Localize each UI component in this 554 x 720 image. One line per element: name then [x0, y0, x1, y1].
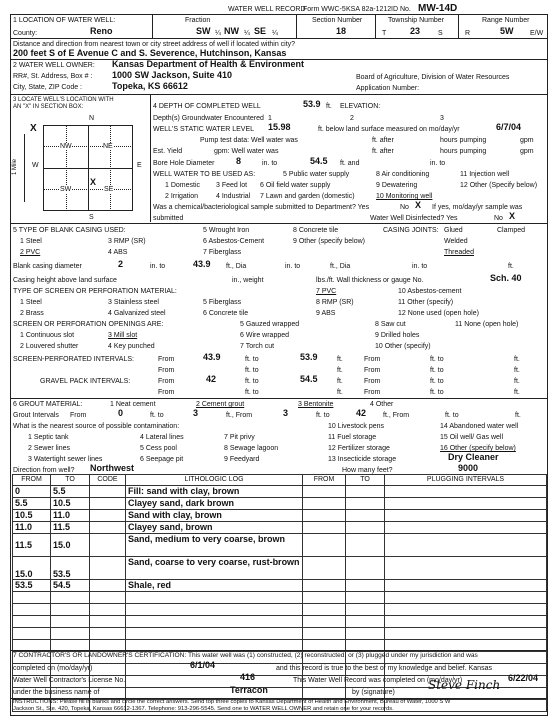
- gpi-from-value: 42: [206, 374, 217, 384]
- contam-5: 5 Cess pool: [140, 445, 177, 452]
- casing-9: 9 Other (specify below): [293, 238, 365, 245]
- screen-material-label: TYPE OF SCREEN OR PERFORATION MATERIAL:: [13, 288, 177, 295]
- joints-welded: Welded: [444, 238, 468, 245]
- spi-ft-3: ft.: [337, 367, 343, 374]
- direction-label: Direction from well?: [13, 467, 75, 474]
- depth-ft: ft.: [326, 103, 332, 110]
- spi-ft: ft.: [337, 356, 343, 363]
- casing-5: 5 Wrought Iron: [203, 227, 250, 234]
- address-value: 1000 SW Jackson, Suite 410: [112, 70, 233, 80]
- quad-se: SE: [104, 186, 114, 193]
- section-label: Section Number: [312, 17, 363, 24]
- screen-7: 7 PVC: [316, 288, 337, 295]
- bore-in-to: in. to: [262, 160, 278, 167]
- quad-sw: SW: [60, 186, 72, 193]
- log-desc: Sand, medium to very coarse, brown: [126, 534, 303, 557]
- diameter-in-to-3: in. to: [412, 263, 428, 270]
- screen-1: 1 Steel: [20, 299, 42, 306]
- screen-12: 12 None used (open hole): [398, 310, 479, 317]
- contam-16: 16 Other (specify below): [440, 445, 516, 452]
- casing-4: 4 ABS: [108, 249, 128, 256]
- log-desc: Sand with clay, brown: [126, 510, 303, 522]
- pump-label: Pump test data: Well water was: [200, 137, 298, 144]
- log-to: 11.5: [51, 522, 90, 534]
- screen-9: 9 ABS: [316, 310, 336, 317]
- log-from: 53.5: [13, 580, 51, 592]
- s2-label: 2 WATER WELL OWNER:: [13, 62, 95, 69]
- record-date: 6/22/04: [508, 673, 539, 683]
- fraction-1: SW: [196, 26, 211, 36]
- bore-label: Bore Hole Diameter: [153, 160, 215, 167]
- record-label: This Water Well Record was completed on (mo/day/yr): [293, 677, 463, 684]
- quad-nw: NW: [60, 143, 72, 150]
- range-value: 5W: [500, 26, 514, 36]
- county-label: County:: [13, 30, 38, 37]
- yield-hours: hours pumping: [440, 148, 487, 155]
- log-header-code: CODE: [90, 475, 126, 486]
- gpi-ft: ft.: [337, 378, 343, 385]
- grout-intervals-label: Grout Intervals: [13, 412, 59, 419]
- opening-8: 8 Saw cut: [375, 321, 406, 328]
- grout-ft-from: ft., From: [226, 412, 253, 419]
- s3-label-2: AN "X" IN SECTION BOX:: [13, 104, 84, 110]
- signature-label: by (signature): [352, 689, 395, 696]
- bore-ft-and: ft. and: [340, 160, 360, 167]
- township-value: 23: [410, 26, 421, 36]
- log-desc: Fill: sand with clay, brown: [126, 486, 303, 498]
- log-from: 15.0: [13, 557, 51, 580]
- form-title: WATER WELL RECORD: [228, 6, 306, 13]
- spi-from-value: 43.9: [203, 352, 221, 362]
- joints-label: CASING JOINTS:: [383, 227, 439, 234]
- grout-ft-to-3: ft. to: [445, 412, 459, 419]
- contam-13: 13 Insecticide storage: [328, 456, 397, 463]
- table-row: [13, 534, 547, 557]
- fraction-label: Fraction: [185, 17, 211, 24]
- gpi-to-value: 54.5: [300, 374, 318, 384]
- log-from: 5.5: [13, 498, 51, 510]
- gpi-from-label: From: [158, 378, 175, 385]
- log-from: 11.0: [13, 522, 51, 534]
- grout-ft-from-2: ft., From: [383, 412, 410, 419]
- instructions-1: INSTRUCTIONS: Please fill in blanks and circle the correct answers. Send top three copies to Kansas Department of Health and Environment, Bureau of Water, 1000 S W: [13, 699, 451, 705]
- contam-6: 6 Seepage pit: [140, 456, 184, 463]
- use-6: 6 Oil field water supply: [260, 182, 331, 189]
- log-desc: Shale, red: [126, 580, 303, 592]
- log-to: 11.0: [51, 510, 90, 522]
- bore-in-to-2: in. to: [430, 160, 446, 167]
- use-label: WELL WATER TO BE USED AS:: [153, 171, 256, 178]
- grout-2: 2 Cement grout: [196, 401, 245, 408]
- grout-label: 6 GROUT MATERIAL:: [13, 401, 83, 408]
- section-value: 18: [336, 26, 347, 36]
- screen-4: 4 Galvanized steel: [108, 310, 166, 317]
- ksa-ref: KSA 82a-1212: [346, 6, 392, 13]
- gpi-ft-to-4: ft. to: [430, 389, 444, 396]
- gpi-ft-4: ft.: [514, 389, 520, 396]
- log-header-plug-from: FROM: [303, 475, 346, 486]
- diameter-to-value: 43.9: [193, 259, 211, 269]
- use-1: 1 Domestic: [165, 182, 201, 189]
- quad-ne: NE: [103, 143, 113, 150]
- opening-10: 10 Other (specify): [375, 343, 431, 350]
- table-row-empty: [13, 616, 547, 628]
- table-row: [13, 580, 547, 592]
- chem-no: No: [400, 204, 409, 211]
- log-header-lithologic: LITHOLOGIC LOG: [126, 475, 303, 486]
- gpi-ft-to-3: ft. to: [245, 389, 259, 396]
- s3-label-1: 3 LOCATE WELL'S LOCATION WITH: [13, 97, 114, 103]
- grout-4: 4 Other: [370, 401, 394, 408]
- gw-3: 3: [440, 115, 444, 122]
- grout-from-label: From: [70, 412, 87, 419]
- city-label: City, State, ZIP Code :: [13, 84, 82, 91]
- table-row: [13, 486, 547, 498]
- contam-other-value: Dry Cleaner: [448, 452, 499, 462]
- use-4: 4 Industrial: [216, 193, 251, 200]
- log-header-to: TO: [51, 475, 90, 486]
- disinfected-label: Water Well Disinfected? Yes: [370, 215, 458, 222]
- gpi-from-2: From: [364, 378, 381, 385]
- log-to: 5.5: [51, 486, 90, 498]
- diameter-ft-dia-2: ft., Dia: [330, 263, 351, 270]
- cert-line-2: and this record is true to the best of my knowledge and belief. Kansas: [276, 665, 492, 672]
- diameter-in-to-2: in. to: [285, 263, 301, 270]
- table-row: [13, 522, 547, 534]
- contam-3: 3 Watertight sewer lines: [28, 456, 103, 463]
- compass-s: S: [89, 214, 94, 221]
- table-row: [13, 557, 547, 580]
- contam-8: 8 Sewage lagoon: [224, 445, 279, 452]
- contam-10: 10 Livestock pens: [328, 423, 385, 430]
- bore-to-value: 54.5: [310, 156, 328, 166]
- spi-from-4: From: [364, 367, 381, 374]
- instructions-2: Jackson St., Ste. 420, Topeka, Kansas 66612-1367. Telephone: 913-296-5545. Send one to WATER WELL OWNER and retain one for your records.: [13, 706, 394, 712]
- diameter-in-to: in. to: [150, 263, 166, 270]
- diameter-label: Blank casing diameter: [13, 263, 82, 270]
- spi-label: SCREEN-PERFORATED INTERVALS:: [13, 356, 134, 363]
- joints-glued: Glued: [444, 227, 463, 234]
- diameter-value: 2: [118, 259, 124, 269]
- screen-6: 6 Concrete tile: [203, 310, 249, 317]
- log-header-plug-to: TO: [346, 475, 385, 486]
- log-header-from: FROM: [13, 475, 51, 486]
- quarter-2: ¼: [244, 30, 250, 37]
- yield-gpm: gpm: Well water was: [214, 148, 279, 155]
- casing-2: 2 PVC: [20, 249, 41, 256]
- opening-9: 9 Drilled holes: [375, 332, 420, 339]
- spi-ft-4: ft.: [514, 367, 520, 374]
- diameter-ft-dia: ft., Dia: [226, 263, 247, 270]
- disinfected-x: X: [509, 211, 516, 221]
- gw-2: 2: [350, 115, 354, 122]
- pump-hours: hours pumping: [440, 137, 487, 144]
- completed-label: completed on (mo/day/yr): [13, 665, 93, 672]
- casing-1: 1 Steel: [20, 238, 42, 245]
- contam-2: 2 Sewer lines: [28, 445, 71, 452]
- spi-ft-to-4: ft. to: [430, 367, 444, 374]
- openings-label: SCREEN OR PERFORATION OPENINGS ARE:: [13, 321, 164, 328]
- log-desc: Sand, coarse to very coarse, rust-brown: [126, 557, 303, 580]
- quarter-3: ¼: [272, 30, 278, 37]
- spi-from-2: From: [364, 356, 381, 363]
- range-label: Range Number: [482, 17, 530, 24]
- mile-label: 1 Mile: [12, 158, 18, 175]
- cert-line-1: 7 CONTRACTOR'S OR LANDOWNER'S CERTIFICATION: This water well was (1) constructed, (2) reconstructed, or (3) plugged under my jurisdiction and was: [13, 652, 478, 659]
- static-date: 6/7/04: [496, 122, 522, 132]
- application-label: Application Number:: [356, 85, 420, 92]
- gw-1: 1: [268, 115, 272, 122]
- grout-to-2-value: 42: [356, 408, 367, 418]
- log-header-row: [13, 475, 547, 486]
- use-12: 12 Other (Specify below): [460, 182, 538, 189]
- opening-4: 4 Key punched: [108, 343, 155, 350]
- opening-7: 7 Torch cut: [240, 343, 275, 350]
- use-9: 9 Dewatering: [376, 182, 418, 189]
- contam-15: 15 Oil well/ Gas well: [440, 434, 504, 441]
- log-header-plugging: PLUGGING INTERVALS: [385, 475, 547, 486]
- address-label: RR#, St. Address, Box # :: [13, 73, 93, 80]
- log-to: 10.5: [51, 498, 90, 510]
- opening-1: 1 Continuous slot: [20, 332, 75, 339]
- use-3: 3 Feed lot: [216, 182, 248, 189]
- screen-3: 3 Stainless steel: [108, 299, 159, 306]
- wall-label: lbs./ft. Wall thickness or gauge No.: [316, 277, 424, 284]
- grout-1: 1 Neat cement: [110, 401, 156, 408]
- use-7: 7 Lawn and garden (domestic): [260, 193, 355, 200]
- gpi-ft-to-2: ft. to: [430, 378, 444, 385]
- screen-8: 8 RMP (SR): [316, 299, 354, 306]
- opening-5: 5 Gauzed wrapped: [240, 321, 300, 328]
- bore-value: 8: [236, 156, 242, 166]
- township-label: Township Number: [388, 17, 445, 24]
- township-prefix: T: [382, 30, 387, 37]
- spi-from-label: From: [158, 356, 175, 363]
- log-from: 11.5: [13, 534, 51, 557]
- grout-ft-to-2: ft. to: [316, 412, 330, 419]
- pump-gpm: gpm: [520, 137, 534, 144]
- chem-label: Was a chemical/bacteriological sample submitted to Department? Yes: [153, 204, 370, 211]
- log-desc: Clayey sand, dark brown: [126, 498, 303, 510]
- screen-10: 10 Asbestos-cement: [398, 288, 462, 295]
- yield-gpm-2: gpm: [520, 148, 534, 155]
- board-label: Board of Agriculture, Division of Water Resources: [356, 74, 510, 81]
- opening-11: 11 None (open hole): [455, 321, 519, 328]
- log-desc: Clayey sand, brown: [126, 522, 303, 534]
- license-value: 416: [240, 672, 256, 682]
- screen-5: 5 Fiberglass: [203, 299, 242, 306]
- distance-label: Distance and direction from nearest town or city street address of well if located within city?: [13, 41, 296, 48]
- grout-from-2-value: 3: [283, 408, 289, 418]
- signature: Steve Finch: [428, 678, 501, 692]
- disinfected-no: No: [494, 215, 503, 222]
- table-row: [13, 498, 547, 510]
- depth-label: 4 DEPTH OF COMPLETED WELL: [153, 103, 261, 110]
- grout-ft-to: ft. to: [150, 412, 164, 419]
- gpi-label: GRAVEL PACK INTERVALS:: [40, 378, 131, 385]
- contam-1: 1 Septic tank: [28, 434, 69, 441]
- business-label: under the business name of: [13, 689, 100, 696]
- use-8: 8 Air conditioning: [376, 171, 430, 178]
- submitted-label: submitted: [153, 215, 184, 222]
- license-label: Water Well Contractor's License No.: [13, 677, 126, 684]
- use-5: 5 Public water supply: [283, 171, 350, 178]
- id-value: MW-14D: [418, 3, 458, 14]
- distance-value: 200 feet S of E Avenue C and S. Severence, Hutchinson, Kansas: [13, 48, 287, 58]
- opening-2: 2 Louvered shutter: [20, 343, 79, 350]
- spi-ft-to: ft. to: [245, 356, 259, 363]
- fraction-2: NW: [224, 26, 239, 36]
- howmany-value: 9000: [458, 463, 479, 473]
- height-weight: in., weight: [232, 277, 264, 284]
- depth-value: 53.9: [303, 99, 321, 109]
- static-label: WELL'S STATIC WATER LEVEL: [153, 126, 255, 133]
- spi-from-3: From: [158, 367, 175, 374]
- range-ew: E/W: [530, 30, 544, 37]
- contam-12: 12 Fertilizer storage: [328, 445, 390, 452]
- chem-tail: If yes, mo/day/yr sample was: [432, 204, 523, 211]
- elevation-label: ELEVATION:: [340, 103, 381, 110]
- static-tail: ft. below land surface measured on mo/day/yr: [318, 126, 460, 133]
- pump-ft-after: ft. after: [372, 137, 394, 144]
- chem-no-x: X: [415, 200, 422, 210]
- joints-clamped: Clamped: [497, 227, 526, 234]
- gpi-ft-to: ft. to: [245, 378, 259, 385]
- compass-n: N: [89, 115, 95, 122]
- static-value: 15.98: [268, 122, 291, 132]
- contam-7: 7 Pit privy: [224, 434, 255, 441]
- gpi-from-3: From: [158, 389, 175, 396]
- diameter-ft: ft.: [508, 263, 514, 270]
- direction-value: Northwest: [90, 463, 135, 473]
- completed-value: 6/1/04: [190, 660, 216, 670]
- table-row-empty: [13, 592, 547, 604]
- log-from: 0: [13, 486, 51, 498]
- spi-ft-to-2: ft. to: [430, 356, 444, 363]
- owner-value: Kansas Department of Health & Environment: [112, 59, 305, 69]
- yield-ft-after: ft. after: [372, 148, 394, 155]
- casing-8: 8 Concrete tile: [293, 227, 339, 234]
- contam-4: 4 Lateral lines: [140, 434, 184, 441]
- contam-9: 9 Feedyard: [224, 456, 260, 463]
- screen-2: 2 Brass: [20, 310, 44, 317]
- yield-label: Est. Yield: [153, 148, 183, 155]
- gpi-from-4: From: [364, 389, 381, 396]
- table-row-empty: [13, 628, 547, 640]
- well-location-x: X: [90, 177, 97, 187]
- county-value: Reno: [90, 26, 113, 36]
- opening-3: 3 Mill slot: [108, 332, 138, 339]
- contam-label: What is the nearest source of possible contamination:: [13, 423, 180, 430]
- spi-ft-to-3: ft. to: [245, 367, 259, 374]
- howmany-label: How many feet?: [342, 467, 393, 474]
- casing-label: 5 TYPE OF BLANK CASING USED:: [13, 227, 126, 234]
- quarter-1: ¼: [215, 30, 221, 37]
- height-label: Casing height above land surface: [13, 277, 117, 284]
- form-number: Form WWC-5: [303, 6, 346, 13]
- s1-label: 1 LOCATION OF WATER WELL:: [13, 17, 116, 24]
- id-label: ID No.: [391, 6, 411, 13]
- opening-6: 6 Wire wrapped: [240, 332, 290, 339]
- table-row: [13, 510, 547, 522]
- grout-ft: ft.: [515, 412, 521, 419]
- log-to: 54.5: [51, 580, 90, 592]
- log-to: 53.5: [51, 557, 90, 580]
- use-2: 2 Irrigation: [165, 193, 199, 200]
- casing-3: 3 RMP (SR): [108, 238, 146, 245]
- fraction-3: SE: [254, 26, 267, 36]
- township-suffix: S: [438, 30, 443, 37]
- gpi-ft-3: ft.: [337, 389, 343, 396]
- gpi-ft-2: ft.: [514, 378, 520, 385]
- corner-x: X: [30, 123, 37, 134]
- contam-11: 11 Fuel storage: [328, 434, 377, 441]
- screen-11: 11 Other (specify): [398, 299, 454, 306]
- casing-7: 7 Fiberglass: [203, 249, 242, 256]
- business-value: Terracon: [230, 685, 268, 695]
- joints-threaded: Threaded: [444, 249, 474, 256]
- use-10: 10 Monitoring well: [376, 193, 433, 200]
- grout-3: 3 Bentonite: [298, 401, 334, 408]
- use-11: 11 Injection well: [460, 171, 510, 178]
- compass-w: W: [32, 162, 39, 169]
- spi-to-value: 53.9: [300, 352, 318, 362]
- spi-ft-2: ft.: [514, 356, 520, 363]
- grout-to-value: 3: [193, 408, 199, 418]
- grout-from-value: 0: [118, 408, 124, 418]
- gauge-value: Sch. 40: [490, 273, 522, 283]
- city-value: Topeka, KS 66612: [112, 81, 188, 91]
- log-from: 10.5: [13, 510, 51, 522]
- casing-6: 6 Asbestos-Cement: [203, 238, 265, 245]
- range-prefix: R: [465, 30, 471, 37]
- compass-e: E: [137, 162, 142, 169]
- log-to: 15.0: [51, 534, 90, 557]
- table-row-empty: [13, 604, 547, 616]
- contam-14: 14 Abandoned water well: [440, 423, 519, 430]
- gw-label: Depth(s) Groundwater Encountered: [153, 115, 264, 122]
